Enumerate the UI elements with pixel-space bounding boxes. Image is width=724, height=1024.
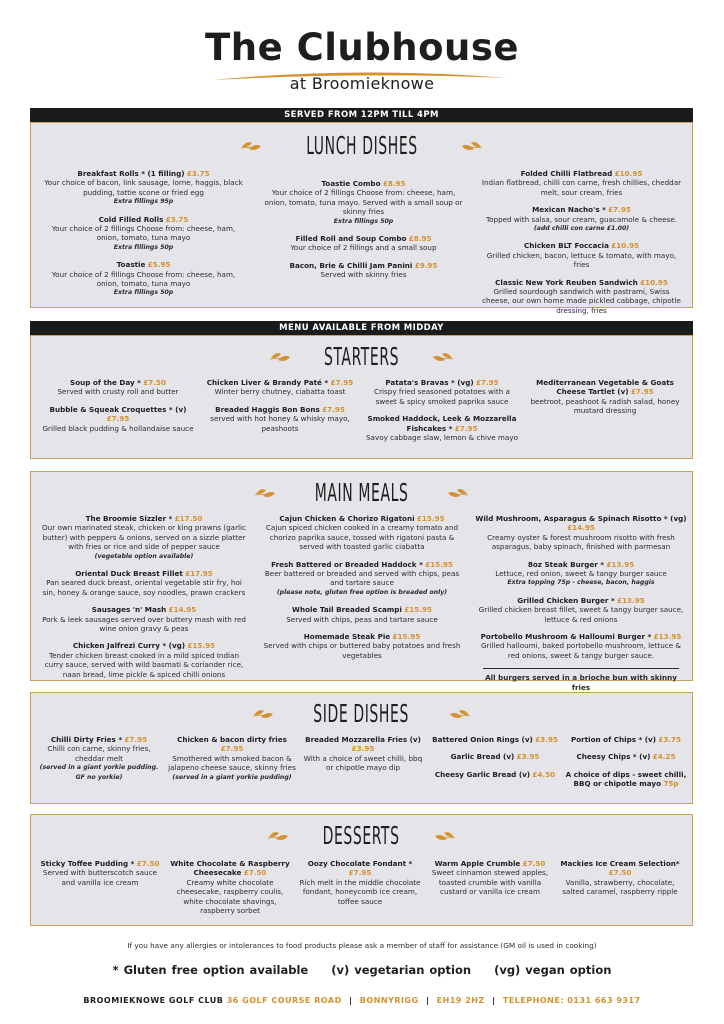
item-price: £3.75 <box>658 735 682 744</box>
menu-item <box>363 414 521 442</box>
item-note: (please note, gluten free option is breaded only) <box>276 588 448 596</box>
item-price: £7.95 <box>348 868 372 878</box>
item-title <box>41 260 246 269</box>
item-price: £3.75 <box>186 169 210 178</box>
item-note: Extra fillings 50p <box>333 217 394 225</box>
dessert-column <box>37 859 163 895</box>
item-description: Smothered with smoked bacon & jalapeno cheese sauce, skinny fries <box>168 753 296 773</box>
item-description: Savoy cabbage slaw, lemon & chive mayo <box>366 433 518 443</box>
item-note: Extra topping 75p - cheese, bacon, haggis <box>507 579 655 587</box>
item-title <box>475 560 687 569</box>
item-title <box>563 752 689 761</box>
item-description: Served with chips or buttered baby potatoes and fresh vegetables <box>263 641 461 660</box>
mains-col-1 <box>39 514 249 687</box>
logo-title: The Clubhouse <box>205 26 519 69</box>
separator: | <box>425 996 430 1005</box>
item-price: £8.95 <box>382 179 406 188</box>
item-description: beetroot, peashoot & radish salad, honey mustard dressing <box>530 396 680 416</box>
logo-subtitle: at Broomieknowe <box>289 74 435 93</box>
item-name: Oozy Chocolate Fondant * <box>307 859 413 868</box>
item-description: Sweet cinnamon stewed apples, toasted crumble with vanilla custard or vanilla ice cream <box>431 868 549 897</box>
item-title <box>479 278 684 287</box>
menu-item <box>257 605 467 624</box>
item-price: £3.95 <box>351 744 375 754</box>
item-description: Your choice of 2 fillings Choose from: cheese, ham, onion, tomato, tuna mayo <box>51 224 236 243</box>
dessert-column <box>557 859 683 905</box>
item-description: Grilled chicken breast fillet, sweet & tangy burger sauce, lettuce & red onions <box>478 605 684 624</box>
item-title <box>431 770 559 779</box>
leaf-right-icon <box>432 350 454 364</box>
item-description: Indian flatbread, chilli con carne, fresh chillies, cheddar melt, sour cream, fries <box>481 178 682 197</box>
mains-heading <box>31 478 692 507</box>
item-note: (add chilli con carne £1.00) <box>533 225 630 233</box>
item-description: Tender chicken breast cooked in a mild spiced Indian curry sauce, served with wild basmati & coriander rice, naan bread, lime pickle & spiced chilli onions <box>44 650 244 679</box>
item-title <box>261 234 466 243</box>
item-name: Chicken & bacon dirty fries <box>177 735 287 744</box>
starters-col-2 <box>201 378 359 441</box>
item-name: Sticky Toffee Pudding * <box>40 859 135 868</box>
starters-col-1 <box>39 378 197 441</box>
address: 36 GOLF COURSE ROAD <box>226 996 342 1005</box>
item-title <box>167 859 293 878</box>
item-name: Mediterranean Vegetable & Goats Cheese Tartlet (v) <box>536 378 674 397</box>
sides-col-1 <box>37 735 161 790</box>
menu-item <box>41 260 246 298</box>
telephone: TELEPHONE: 0131 663 9317 <box>502 996 641 1005</box>
item-price: £7.50 <box>608 868 632 878</box>
lunch-section <box>30 122 693 315</box>
mains-col-2 <box>257 514 467 668</box>
item-price: £10.95 <box>640 277 668 287</box>
menu-item <box>37 859 163 887</box>
item-title <box>39 569 249 578</box>
item-name: Sausages 'n' Mash <box>91 605 167 615</box>
item-name: A choice of dips - sweet chilli, BBQ or chipotle mayo <box>565 769 687 789</box>
mains-section <box>30 471 693 692</box>
menu-item <box>257 514 467 552</box>
item-name: Mackies Ice Cream Selection* <box>560 859 680 868</box>
menu-item <box>257 632 467 660</box>
legend-gluten-free: * Gluten free option available <box>112 963 309 977</box>
legend-vegan: (vg) vegan option <box>494 963 612 977</box>
item-name: Battered Onion Rings (v) <box>432 735 533 744</box>
leaf-right-icon <box>461 139 483 153</box>
item-title <box>363 378 521 387</box>
item-note: Extra fillings 50p <box>113 289 174 297</box>
menu-item <box>563 770 689 789</box>
menu-item <box>297 859 423 906</box>
item-description: Your choice of 2 fillings and a small soup <box>290 243 437 253</box>
item-description: Your choice of 2 fillings Choose from: cheese, ham, onion, tomato, tuna mayo. Served with a small soup or skinny fries <box>264 188 463 217</box>
menu-item <box>257 560 467 598</box>
leaf-right-icon <box>434 829 456 843</box>
starters-heading-text: STARTERS <box>323 342 400 371</box>
item-price: £17.50 <box>174 514 203 523</box>
item-name: Portion of Chips * (v) <box>570 735 657 744</box>
sides-heading <box>31 699 692 728</box>
item-name: Grilled Chicken Burger * <box>517 595 615 605</box>
item-note: (served in a giant yorkie pudding. GF no yorkie) <box>39 764 159 781</box>
separator: | <box>492 996 496 1005</box>
item-name: Bubble & Squeak Croquettes * (v) <box>49 404 187 414</box>
item-price: £17.95 <box>185 569 213 579</box>
menu-item <box>167 859 293 915</box>
item-price: £7.95 <box>608 205 631 215</box>
midday-bar: MENU AVAILABLE FROM MIDDAY <box>30 321 693 335</box>
item-name: Warm Apple Crumble <box>434 859 521 868</box>
item-price: £14.95 <box>567 523 595 533</box>
sides-col-4 <box>431 735 559 787</box>
item-note: (served in a giant yorkie pudding) <box>172 773 292 781</box>
menu-item <box>39 514 249 561</box>
leaf-left-icon <box>267 829 289 843</box>
item-price: £7.95 <box>630 387 654 397</box>
item-title <box>479 205 684 214</box>
item-title <box>475 514 687 533</box>
leaf-right-icon <box>449 707 471 721</box>
sides-col-2 <box>167 735 297 790</box>
item-description: Creamy oyster & forest mushroom risotto with fresh asparagus, baby spinach, finished with parmesan <box>487 532 675 552</box>
desserts-section <box>30 814 693 926</box>
item-title <box>201 405 359 414</box>
item-price: £15.95 <box>404 605 432 615</box>
item-title <box>39 405 197 424</box>
item-description: Winter berry chutney, ciabatta toast <box>214 387 346 397</box>
item-price: £7.95 <box>454 423 478 433</box>
contact-line <box>0 996 724 1005</box>
item-name: Chicken Jalfrezi Curry * (vg) <box>72 641 186 651</box>
menu-item <box>261 234 466 253</box>
item-description: Crispy fried seasoned potatoes with a sweet & spicy smoked paprika sauce <box>374 387 510 406</box>
dessert-column <box>167 859 293 923</box>
starters-col-4 <box>525 378 685 424</box>
item-title <box>39 641 249 650</box>
item-title <box>475 632 687 641</box>
item-price: £7.95 <box>220 744 244 754</box>
sides-heading-text: SIDE DISHES <box>313 699 410 728</box>
item-description: Grilled chicken, bacon, lettuce & tomato, with mayo, fries <box>486 250 677 270</box>
item-price: £4.25 <box>652 752 676 762</box>
menu-item <box>431 770 559 779</box>
item-title <box>525 378 685 397</box>
item-title <box>39 378 197 387</box>
starters-heading <box>31 342 692 371</box>
menu-item <box>299 735 427 773</box>
item-title <box>431 735 559 744</box>
item-title <box>299 735 427 754</box>
item-note: Extra fillings 95p <box>113 198 174 206</box>
item-name: Smoked Haddock, Leek & Mozzarella Fishcakes * <box>367 414 517 433</box>
legend-vegetarian: (v) vegetarian option <box>331 963 472 977</box>
item-name: Breakfast Rolls * (1 filling) <box>77 169 185 178</box>
item-price: £10.95 <box>611 241 640 251</box>
item-price: £7.50 <box>143 378 166 387</box>
item-description: Our own marinated steak, chicken or king prawns (garlic butter) with peppers & onions, served on a sizzle platter with fries or rice and side of pepper sauce <box>42 523 246 552</box>
item-note: (vegetable option available) <box>94 552 194 560</box>
item-name: Cajun Chicken & Chorizo Rigatoni <box>279 514 415 523</box>
item-title <box>41 169 246 178</box>
item-name: Breaded Haggis Bon Bons <box>215 404 320 414</box>
menu-item <box>475 514 687 552</box>
sides-col-3 <box>299 735 427 781</box>
item-price: £13.95 <box>617 595 645 605</box>
item-title <box>39 514 249 523</box>
item-price: £15.95 <box>416 514 445 523</box>
item-price: £15.95 <box>392 632 421 642</box>
lunch-col-3 <box>479 169 684 323</box>
item-title <box>431 752 559 761</box>
item-price: 75p <box>663 779 679 789</box>
item-description: Topped with salsa, sour cream, guacamole & cheese. <box>485 214 678 224</box>
menu-item <box>427 859 553 897</box>
item-name: Mexican Nacho's * <box>532 205 606 215</box>
menu-item <box>431 735 559 744</box>
starters-section <box>30 335 693 459</box>
leaf-left-icon <box>269 350 291 364</box>
item-price: £15.95 <box>425 559 453 569</box>
item-name: Portobello Mushroom & Halloumi Burger * <box>480 632 652 642</box>
menu-item <box>363 378 521 406</box>
item-title <box>257 632 467 641</box>
menu-item <box>475 560 687 588</box>
item-price: £9.95 <box>414 260 438 270</box>
item-price: £7.95 <box>322 404 345 414</box>
menu-item <box>201 405 359 433</box>
menu-item <box>201 378 359 397</box>
leaf-left-icon <box>240 139 262 153</box>
item-title <box>297 859 423 878</box>
menu-item <box>557 859 683 897</box>
menu-item <box>563 735 689 744</box>
item-title <box>39 605 249 614</box>
item-title <box>479 169 684 178</box>
item-title <box>479 241 684 250</box>
allergy-notice: If you have any allergies or intolerances to food products please ask a member of staff for assistance (GM oil is used in cooking) <box>127 941 597 950</box>
item-title <box>363 414 521 433</box>
item-name: Soup of the Day * <box>70 378 141 387</box>
item-description: Your choice of bacon, link sausage, lorne, haggis, black pudding, tattie scone or fried egg <box>44 178 243 197</box>
menu-item <box>563 752 689 761</box>
item-price: £3.75 <box>165 214 189 224</box>
item-description: Creamy white chocolate cheesecake, raspberry coulis, white chocolate shavings, raspberry sorbet <box>176 877 284 916</box>
item-title <box>475 596 687 605</box>
town: BONNYRIGG <box>359 996 419 1005</box>
menu-item <box>475 632 687 660</box>
item-description: Beer battered or breaded and served with chips, peas and tartare sauce <box>264 569 460 588</box>
item-price: £7.95 <box>475 378 499 387</box>
item-description: Your choice of 2 fillings Choose from: cheese, ham, onion, tomato, tuna mayo <box>51 269 236 289</box>
item-price: £13.95 <box>653 632 682 642</box>
item-name: Oriental Duck Breast Fillet <box>75 569 183 579</box>
postcode: EH19 2HZ <box>436 996 485 1005</box>
item-name: 8oz Steak Burger * <box>527 559 605 569</box>
item-price: £13.95 <box>606 559 635 569</box>
item-description: Lettuce, red onion, sweet & tangy burger sauce <box>495 569 667 579</box>
item-description: Served with butterscotch sauce and vanilla ice cream <box>43 868 157 887</box>
menu-item <box>167 735 297 782</box>
item-title <box>167 735 297 754</box>
menu-item <box>525 378 685 416</box>
item-name: Filled Roll and Soup Combo <box>295 234 407 244</box>
item-description: Served with chips, peas and tartare sauce <box>286 614 438 624</box>
menu-item <box>39 378 197 397</box>
dessert-column <box>297 859 423 914</box>
leaf-left-icon <box>254 486 276 500</box>
item-price: £7.50 <box>136 859 160 868</box>
item-name: Fresh Battered or Breaded Haddock * <box>271 559 423 569</box>
mains-col-3 <box>475 514 687 697</box>
item-name: Folded Chilli Flatbread <box>520 169 613 178</box>
menu-item <box>39 641 249 679</box>
item-name: White Chocolate & Raspberry Cheesecake <box>170 859 290 878</box>
item-description: Served with skinny fries <box>320 270 407 280</box>
item-title <box>257 560 467 569</box>
item-price: £3.95 <box>535 735 558 744</box>
item-description: served with hot honey & whisky mayo, peashoots <box>210 414 350 433</box>
desserts-heading-text: DESSERTS <box>323 821 400 850</box>
menu-item <box>479 169 684 197</box>
menu-item <box>479 205 684 233</box>
mains-heading-text: MAIN MEALS <box>314 478 409 507</box>
menu-item <box>475 596 687 624</box>
menu-item <box>39 569 249 597</box>
item-name: Chicken Liver & Brandy Paté * <box>206 378 329 387</box>
menu-item <box>37 735 161 782</box>
item-price: £15.95 <box>187 641 216 651</box>
item-description: Served with crusty roll and butter <box>57 387 179 397</box>
logo <box>0 28 724 93</box>
item-name: Whole Tail Breaded Scampi <box>292 605 402 615</box>
item-name: Chilli Dirty Fries * <box>50 735 123 744</box>
item-name: Bacon, Brie & Chilli Jam Panini <box>289 260 413 270</box>
menu-item <box>261 261 466 280</box>
item-title <box>257 605 467 614</box>
item-price: £5.95 <box>147 260 171 270</box>
logo-swoosh <box>210 68 510 82</box>
item-name: The Broomie Sizzler * <box>85 514 173 523</box>
item-price: £14.95 <box>168 605 197 615</box>
item-price: £8.95 <box>408 234 432 244</box>
item-title <box>41 215 246 224</box>
menu-item <box>261 179 466 226</box>
lunch-heading <box>31 131 692 160</box>
item-description: Grilled halloumi, baked portobello mushroom, lettuce & red onions, sweet & tangy burger sauce. <box>480 641 682 660</box>
item-name: Cold Filled Rolls <box>98 214 164 224</box>
item-price: £7.95 <box>124 735 148 744</box>
item-title <box>563 735 689 744</box>
item-price: £7.95 <box>330 378 354 387</box>
lunch-time-bar: SERVED FROM 12PM TILL 4PM <box>30 108 693 122</box>
separator: | <box>349 996 353 1005</box>
desserts-heading <box>31 821 692 850</box>
item-title <box>37 859 163 868</box>
menu-item <box>479 241 684 269</box>
lunch-col-1 <box>41 169 246 306</box>
item-name: Toastie Combo <box>321 179 381 188</box>
item-name: Cheesy Chips * (v) <box>576 752 651 762</box>
sides-col-5 <box>563 735 689 797</box>
starters-col-3 <box>363 378 521 450</box>
leaf-left-icon <box>252 707 274 721</box>
item-title <box>257 514 467 523</box>
item-description: Grilled black pudding & hollandaise sauce <box>42 423 194 433</box>
item-name: Breaded Mozzarella Fries (v) <box>305 735 421 744</box>
item-price: £7.50 <box>522 859 546 868</box>
menu-item <box>39 605 249 633</box>
item-price: £10.95 <box>614 169 643 178</box>
menu-item <box>39 405 197 433</box>
sides-section <box>30 692 693 804</box>
mains-col-3-list <box>475 514 687 660</box>
menu-item <box>479 278 684 316</box>
club-name: BROOMIEKNOWE GOLF CLUB <box>83 996 224 1005</box>
diet-legend <box>0 963 724 977</box>
item-price: £4.50 <box>532 769 556 779</box>
item-name: Garlic Bread (v) <box>450 752 515 762</box>
item-title <box>261 179 466 188</box>
item-name: Cheesy Garlic Bread (v) <box>434 769 531 779</box>
item-title <box>201 378 359 387</box>
menu-item <box>431 752 559 761</box>
lunch-col-2 <box>261 179 466 288</box>
item-price: £7.50 <box>243 868 267 878</box>
item-description: Chilli con carne, skinny fries, cheddar melt <box>47 744 151 763</box>
item-name: Homemade Steak Pie <box>303 632 391 642</box>
item-description: Vanilla, strawberry, chocolate, salted caramel, raspberry ripple <box>562 877 678 897</box>
item-title <box>563 770 689 789</box>
item-description: With a choice of sweet chilli, bbq or chipotle mayo dip <box>303 753 423 773</box>
item-description: Pork & leek sausages served over buttery mash with red wine onion gravy & peas <box>42 614 246 634</box>
item-note: Extra fillings 50p <box>113 243 174 251</box>
item-name: Wild Mushroom, Asparagus & Spinach Risotto * (vg) <box>475 514 687 523</box>
item-description: Grilled sourdough sandwich with pastrami, Swiss cheese, our own home made pickled cabbage, chipotle dressing, fries <box>482 287 681 315</box>
item-description: Pan seared duck breast, oriental vegetable stir fry, hoi sin, honey & orange sauce, soy noodles, prawn crackers <box>42 578 246 597</box>
item-title <box>557 859 683 878</box>
item-title <box>37 735 161 744</box>
item-price: £3.95 <box>516 752 540 762</box>
item-description: Rich melt in the middle chocolate fondant, honeycomb ice cream, toffee sauce <box>299 877 421 906</box>
dessert-column <box>427 859 553 905</box>
item-name: Toastie <box>116 260 146 270</box>
lunch-heading-text: LUNCH DISHES <box>305 131 418 160</box>
item-title <box>261 261 466 270</box>
item-name: Classic New York Reuben Sandwich <box>495 277 638 287</box>
leaf-right-icon <box>447 486 469 500</box>
item-description: Cajun spiced chicken cooked in a creamy tomato and chorizo paprika sauce, tossed with rigatoni pasta & served with toasted garlic ciabatta <box>265 523 459 552</box>
menu-item <box>41 169 246 207</box>
item-name: Chicken BLT Foccacia <box>523 241 609 251</box>
item-price: £7.95 <box>106 414 130 424</box>
item-name: Patata's Bravas * (vg) <box>385 378 474 387</box>
burger-note: All burgers served in a brioche bun with skinny fries <box>483 668 679 697</box>
menu-item <box>41 215 246 253</box>
item-title <box>427 859 553 868</box>
